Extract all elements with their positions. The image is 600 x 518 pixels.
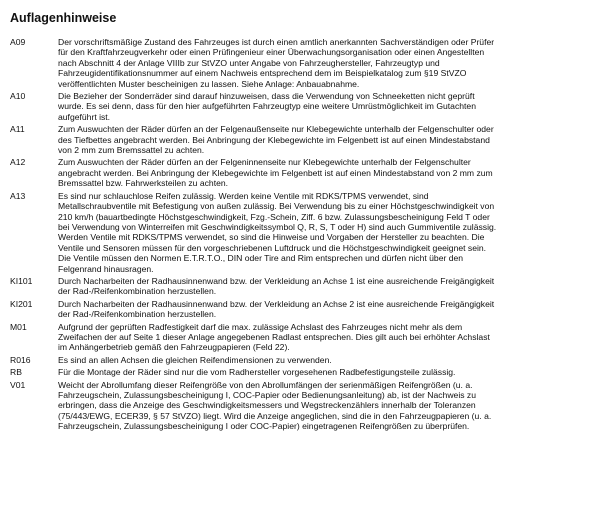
note-v01 — [10, 380, 586, 432]
note-text: Es sind nur schlauchlose Reifen zulässig. Werden keine Ventile mit RDKS/TPMS verwendet, sind Metallschraubventile mit Befestigung von außen zulässig. Bei Verwendung bis zu einer Höchstgeschwindigkeit von 210 km/h (bauartbedingte Höchstgeschwindigkeit, Fzg.-Schein, Ziff. 6 bzw. Zulassungsbescheinigung Feld T oder bei Verwendung von Winterreifen mit Geschwindigkeitssymbol Q, R, S, T oder H) sind auch Gummiventile zulässig. Werden Ventile mit RDKS/TPMS verwendet, so sind die Hinweise und Vorgaben der Hersteller zu beachten. Die Ventile und Sensoren müssen für den vorgeschriebenen Luftdruck und die Höchstgeschwindigkeit geeignet sein. Die Ventile müssen den Normen E.T.R.T.O., DIN oder Tire and Rim entsprechen und dürfen nicht über den Felgenrand hinausragen. — [58, 190, 497, 274]
note-code: M01 — [10, 321, 27, 332]
note-text: Die Bezieher der Sonderräder sind darauf hinzuweisen, dass die Verwendung von Schneeketten nicht geprüft wurde. Es sei denn, dass für den hier aufgeführten Fahrzeugtyp eine weitere Umrüstmöglichkeit im Gutachten aufgeführt ist. — [58, 91, 476, 122]
note-text: Weicht der Abrollumfang dieser Reifengröße von den Abrollumfängen der serienmäßigen Reifengrößen (u. a. Fahrzeugschein, Zulassungsbescheinigung I, COC-Papier oder Bedienungsanleitung) ab, ist der Nachweis zu erbringen, dass die Anzeige des Geschwindigkeitsmessers und Wegstreckenzählers innerhalb der Toleranzen (75/443/EWG, ECER39, § 57 StVZO) liegt. Wird die Anzeige angeglichen, sind die in den Fahrzeugpapieren (u. a. Fahrzeugschein, Zulassungsbescheinigung I oder COC-Papier) eingetragenen Reifengrößen zu überprüfen. — [58, 379, 492, 432]
note-text: Zum Auswuchten der Räder dürfen an der Felgenaußenseite nur Klebegewichte unterhalb der Felgenschulter oder des Tiefbettes angebracht werden. Bei Anbringung der Klebegewichte im Felgenbett ist auf einen Mindestabstand von 2 mm zum Bremssattel zu achten. — [58, 124, 494, 156]
note-rb — [10, 367, 586, 377]
note-code: KI101 — [10, 275, 33, 286]
note-a09 — [10, 37, 586, 89]
note-text: Aufgrund der geprüften Radfestigkeit darf die max. zulässige Achslast des Fahrzeuges nicht mehr als dem Zweifachen der auf Seite 1 dieser Anlage angegebenen Radlast entsprechen. Dies gilt auch bei erhöhter Achslast im Anhängerbetrieb gemäß den Fahrzeugpapieren (Feld 22). — [58, 321, 490, 353]
note-m01 — [10, 322, 586, 353]
note-a10 — [10, 91, 586, 122]
notes-list — [10, 37, 586, 432]
note-text: Der vorschriftsmäßige Zustand des Fahrzeuges ist durch einen amtlich anerkannten Sachverständigen oder Prüfer für den Kraftfahrzeugverkehr oder einen Prüfingenieur einer Überwachungsorganisation oder einen Angestellten nach Abschnitt 4 der Anlage VIIIb zur StVZO unter Angabe von Fahrzeughersteller, Fahrzeugtyp und Fahrzeugidentifikationsnummer auf einem Nachweis entsprechend dem im Beispielkatalog zum §19 StVZO veröffentlichten Muster bescheinigen zu lassen. Siehe Anlage: Anbauabnahme. — [58, 37, 495, 89]
note-code: R016 — [10, 354, 31, 365]
note-text: Durch Nacharbeiten der Radhausinnenwand bzw. der Verkleidung an Achse 2 ist eine ausreichende Freigängigkeit der Rad-/Reifenkombination herzustellen. — [58, 298, 495, 320]
note-code: RB — [10, 367, 22, 378]
page-title: Auflagenhinweise — [10, 11, 117, 25]
note-r016 — [10, 355, 586, 365]
note-text: Zum Auswuchten der Räder dürfen an der Felgeninnenseite nur Klebegewichte unterhalb der Felgenschulter angebracht werden. Bei Anbringung der Klebegewichte im Felgenbett ist auf einen Mindestabstand von 2 mm zum Bremssattel bzw. Fahrwerksteilen zu achten. — [58, 157, 493, 189]
note-code: A13 — [10, 190, 26, 201]
note-a12 — [10, 157, 586, 188]
note-text: Für die Montage der Räder sind nur die vom Radhersteller vorgesehenen Radbefestigungsteile zulässig. — [58, 367, 456, 378]
note-text: Es sind an allen Achsen die gleichen Reifendimensionen zu verwenden. — [58, 354, 332, 365]
note-ki201 — [10, 299, 586, 320]
note-code: A12 — [10, 157, 26, 168]
note-ki101 — [10, 276, 586, 297]
note-code: KI201 — [10, 298, 33, 309]
note-a13 — [10, 191, 586, 274]
note-code: A11 — [10, 124, 25, 135]
note-code: V01 — [10, 379, 26, 390]
note-code: A09 — [10, 37, 26, 47]
note-text: Durch Nacharbeiten der Radhausinnenwand bzw. der Verkleidung an Achse 1 ist eine ausreichende Freigängigkeit der Rad-/Reifenkombination herzustellen. — [58, 275, 495, 297]
note-code: A10 — [10, 91, 26, 102]
note-a11 — [10, 124, 586, 155]
